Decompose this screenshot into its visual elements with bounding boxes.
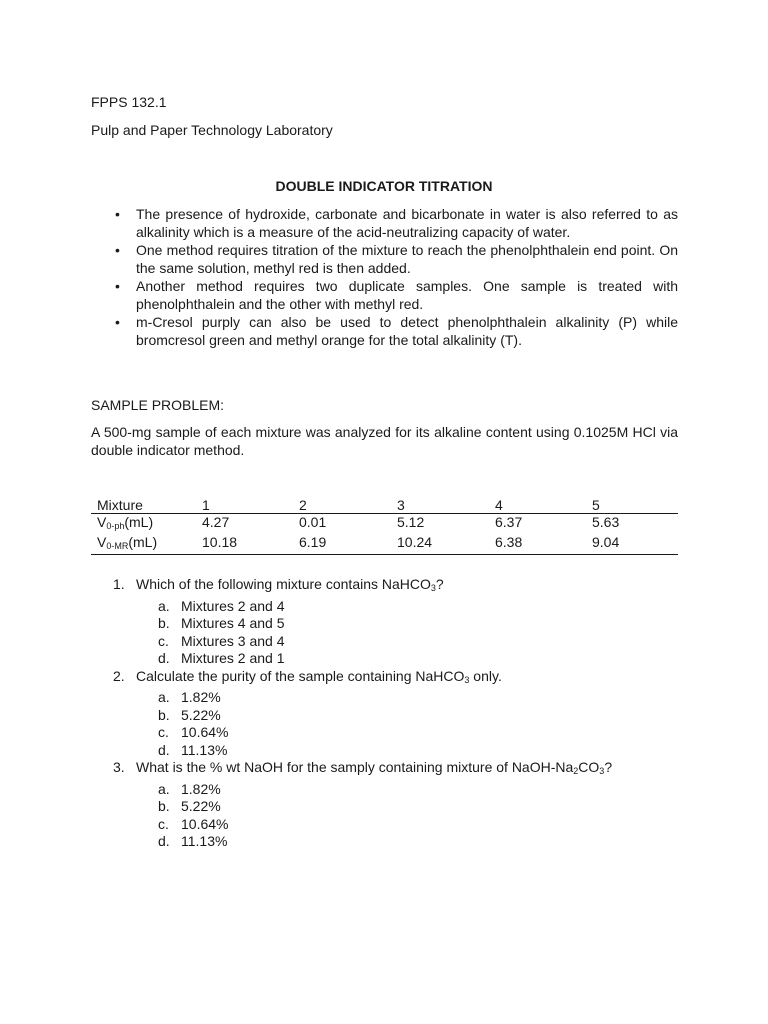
table-header-cell: 5 xyxy=(592,497,678,514)
table-header-cell: 3 xyxy=(397,497,495,514)
option-item: b. Mixtures 4 and 5 xyxy=(158,615,285,631)
option-item: a. 1.82% xyxy=(158,780,221,797)
question-item: 2. Calculate the purity of the sample containing NaHCO$_3$ only. a. 1.82% b. 5.22% c. 10.64% d. 11.13% xyxy=(91,668,691,760)
course-code: FPPS 132.1 xyxy=(91,94,167,110)
table-row xyxy=(91,514,678,535)
sample-problem-text: A 500-mg sample of each mixture was analyzed for its alkaline content using 0.1025M HCl via double indicator method. xyxy=(91,424,678,458)
bullet-icon: • xyxy=(115,314,120,330)
table-cell: 5.63 xyxy=(592,514,620,530)
bullet-icon: • xyxy=(115,206,120,222)
table-cell: 5.12 xyxy=(397,514,425,530)
table-header-cell: 2 xyxy=(299,497,397,514)
option-list xyxy=(136,598,691,668)
option-item: a. Mixtures 2 and 4 xyxy=(158,597,285,614)
option-item: a. 1.82% xyxy=(158,689,221,705)
row-label-v0-ph: $V_{0-ph}(mL)$ xyxy=(97,514,154,531)
question-item: 3. What is the % wt NaOH for the samply containing mixture of NaOH-$Na_2CO_3$? a. 1.82% b. 5.22% c. 10.64% d. 11.13% xyxy=(91,759,691,851)
bullet-item: • Another method requires two duplicate samples. One sample is treated with phenolphthalein and the other with methyl red. xyxy=(115,278,678,312)
table-cell: 6.19 xyxy=(299,534,397,555)
option-list xyxy=(136,689,691,759)
option-item: d. 11.13% xyxy=(158,833,228,849)
option-item: c. 10.64% xyxy=(158,815,229,832)
bullet-list xyxy=(91,205,678,349)
row-label-v0-mr: $V_{0-MR}(mL)$ xyxy=(91,534,202,555)
sample-problem-heading: SAMPLE PROBLEM: xyxy=(91,397,225,413)
question-item: 1. Which of the following mixture contains NaHCO$_3$? a. Mixtures 2 and 4 b. Mixtures 4 and 5 c. Mixtures 3 and 4 d. Mixtures 2 and 1 xyxy=(91,576,691,668)
option-item: b. 5.22% xyxy=(158,798,221,814)
question-text: Which of the following mixture contains NaHCO$_3$? xyxy=(136,576,444,593)
question-list xyxy=(91,576,691,851)
bullet-item: • The presence of hydroxide, carbonate and bicarbonate in water is also referred to as alkalinity which is a measure of the acid-neutralizing capacity of water. xyxy=(115,206,678,240)
document-title: DOUBLE INDICATOR TITRATION xyxy=(275,178,493,194)
table-cell: 9.04 xyxy=(592,534,678,555)
question-text: Calculate the purity of the sample containing NaHCO$_3$ only. xyxy=(136,667,502,685)
table-header-cell: 1 xyxy=(202,497,299,514)
bullet-item: • One method requires titration of the mixture to reach the phenolphthalein end point. On the same solution, methyl red is then added. xyxy=(115,242,678,276)
option-item: b. 5.22% xyxy=(158,706,221,723)
table-header-cell: 4 xyxy=(495,497,592,514)
bullet-icon: • xyxy=(115,242,120,258)
bullet-item: • m-Cresol purply can also be used to detect phenolphthalein alkalinity (P) while bromcresol green and methyl orange for the total alkalinity (T). xyxy=(115,314,678,348)
table-header-cell: Mixture xyxy=(91,497,202,514)
option-item: c. 10.64% xyxy=(158,724,229,740)
table-cell: 6.37 xyxy=(495,514,523,530)
option-item: c. Mixtures 3 and 4 xyxy=(158,632,285,649)
titration-data-table xyxy=(91,497,678,555)
table-cell: 0.01 xyxy=(299,514,327,530)
lab-name: Pulp and Paper Technology Laboratory xyxy=(91,122,333,138)
option-list xyxy=(136,781,691,851)
table-row xyxy=(91,534,678,555)
bullet-icon: • xyxy=(115,278,120,294)
option-item: d. Mixtures 2 and 1 xyxy=(158,650,285,666)
table-header-row xyxy=(91,497,678,514)
question-text: What is the % wt NaOH for the samply containing mixture of NaOH-$Na_2CO_3$? xyxy=(136,759,613,776)
table-cell: 6.38 xyxy=(495,534,592,555)
table-cell: 10.18 xyxy=(202,534,299,555)
option-item: d. 11.13% xyxy=(158,741,228,758)
table-cell: 10.24 xyxy=(397,534,495,555)
table-cell: 4.27 xyxy=(202,514,230,530)
